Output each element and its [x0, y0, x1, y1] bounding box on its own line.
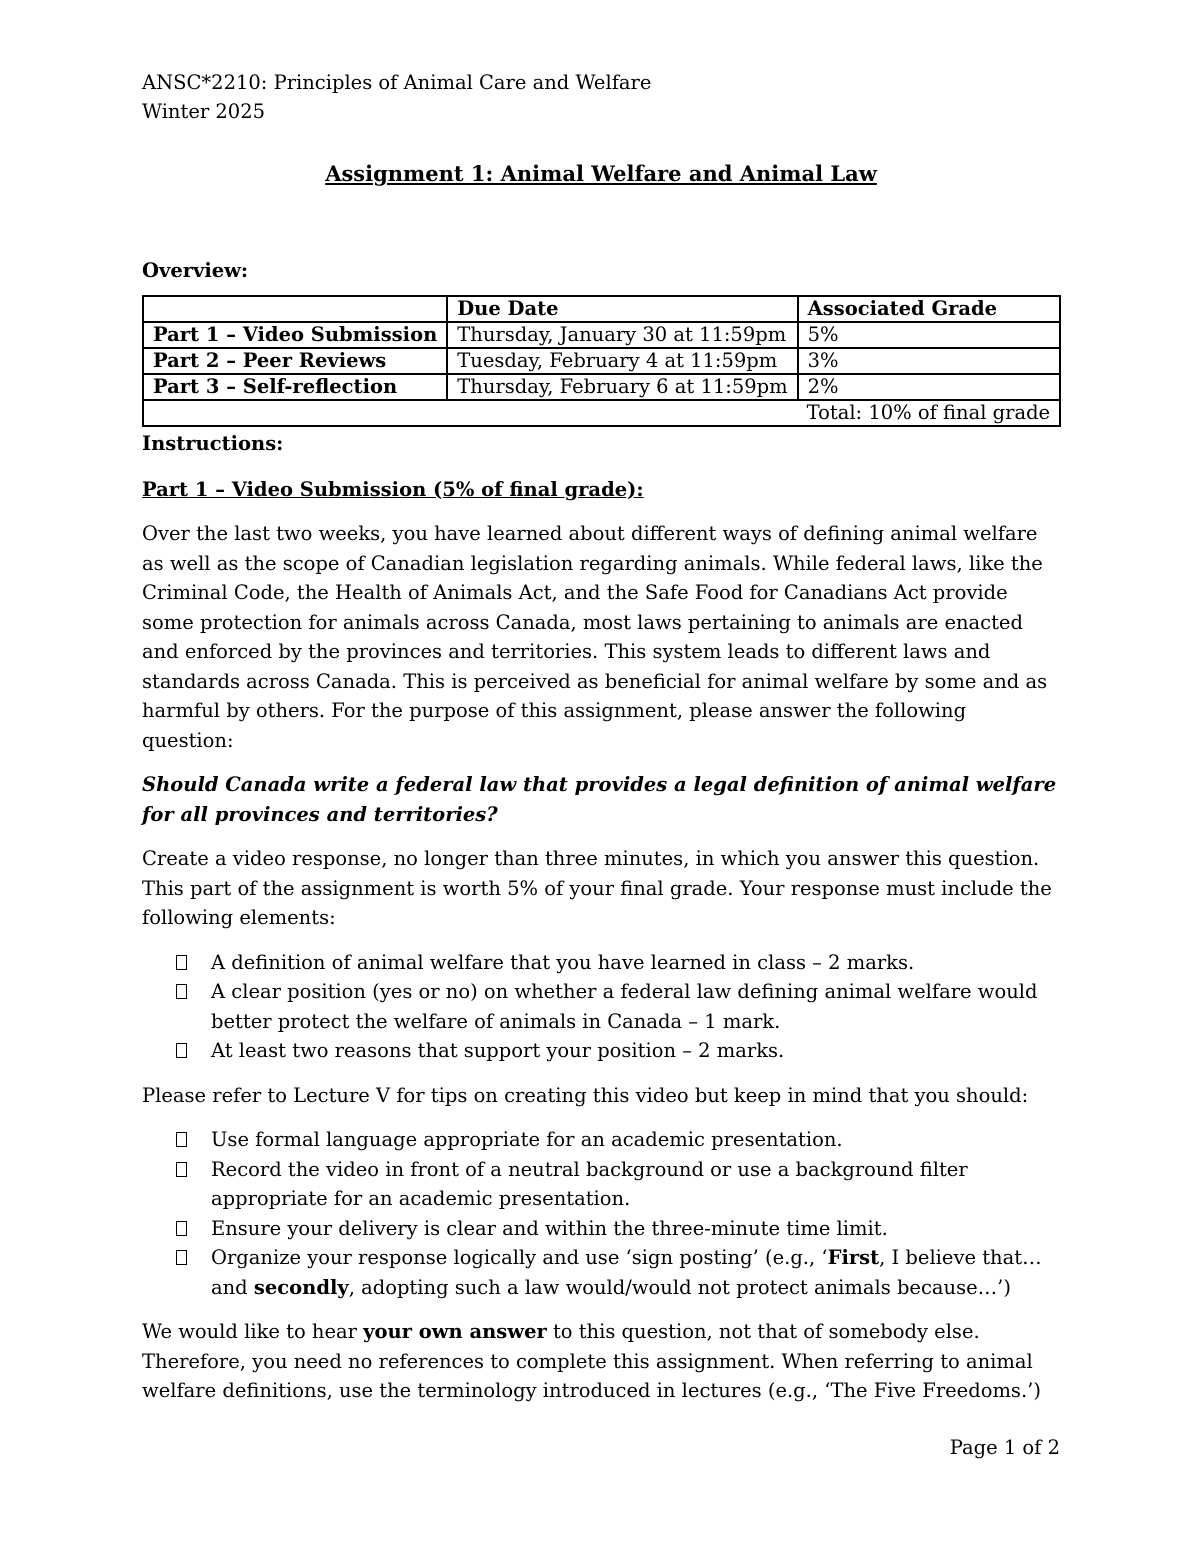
text-run: , adopting such a law would/would not protect animals because…’) — [348, 1275, 1011, 1299]
text-run: Organize your response logically and use ‘sign posting’ (e.g., ‘ — [211, 1246, 828, 1269]
list-item — [142, 1125, 1060, 1155]
table-cell-grade: 5% — [798, 322, 1060, 348]
list-item-text: A definition of animal welfare that you have learned in class – 2 marks. — [211, 950, 915, 974]
checkbox-bullet-icon — [176, 955, 187, 970]
table-cell-part: Part 3 – Self-reflection — [143, 374, 447, 400]
table-cell-due: Thursday, January 30 at 11:59pm — [447, 322, 797, 348]
required-elements-list — [142, 948, 1060, 1066]
list-item-text: Use formal language appropriate for an academic presentation. — [211, 1128, 843, 1151]
table-header-cell: Due Date — [447, 296, 797, 322]
bold-text: secondly — [253, 1275, 349, 1299]
list-item — [142, 977, 1060, 1036]
table-row — [143, 322, 1060, 348]
checkbox-bullet-icon — [176, 1221, 187, 1236]
closing-paragraph — [142, 1317, 1060, 1406]
list-item-text: Record the video in front of a neutral background or use a background filter appropriate for an academic presentation. — [211, 1157, 968, 1210]
table-cell-due: Thursday, February 6 at 11:59pm — [447, 374, 797, 400]
list-item — [142, 1243, 1060, 1302]
table-row — [143, 374, 1060, 400]
table-header-row — [143, 296, 1060, 322]
course-name: ANSC*2210: Principles of Animal Care and Welfare — [142, 71, 652, 94]
checkbox-bullet-icon — [176, 1132, 187, 1147]
intro-paragraph: Over the last two weeks, you have learned about different ways of defining animal welfare as well as the scope of Canadian legislation regarding animals. While federal laws, like the Criminal Code, the Health of Animals Act, and the Safe Food for Canadians Act provide some protection for animals across Canada, most laws pertaining to animals are enacted and enforced by the provinces and territories. This system leads to different laws and standards across Canada. This is perceived as beneficial for animal welfare by some and as harmful by others. For the purpose of this assignment, please answer the following question: — [142, 522, 1048, 752]
list-item — [142, 948, 1060, 978]
checkbox-bullet-icon — [176, 984, 187, 999]
table-row — [143, 348, 1060, 374]
instructions-label: Instructions: — [142, 432, 284, 455]
text-run: We would like to hear — [142, 1320, 364, 1343]
bold-text: First — [827, 1246, 880, 1269]
list-item — [142, 1036, 1060, 1066]
table-cell-grade: 2% — [798, 374, 1060, 400]
table-total: Total: 10% of final grade — [798, 400, 1060, 426]
list-item-text — [211, 1246, 1042, 1299]
checkbox-bullet-icon — [176, 1162, 187, 1177]
table-header-cell: Associated Grade — [798, 296, 1060, 322]
text-run: , I believe that…and — [211, 1246, 1042, 1299]
checkbox-bullet-icon — [176, 1043, 187, 1058]
table-cell-grade: 3% — [798, 348, 1060, 374]
list-item-text: A clear position (yes or no) on whether a federal law defining animal welfare would better protect the welfare of animals in Canada – 1 mark. — [211, 980, 1038, 1033]
document-page — [142, 68, 1060, 1406]
list-item — [142, 1155, 1060, 1214]
list-item-text: Ensure your delivery is clear and within the three-minute time limit. — [211, 1216, 888, 1240]
list-item — [142, 1214, 1060, 1244]
table-cell-part: Part 1 – Video Submission — [143, 322, 447, 348]
term: Winter 2025 — [142, 100, 266, 123]
table-total-spacer — [143, 400, 798, 426]
part1-heading: Part 1 – Video Submission (5% of final grade): — [142, 478, 644, 501]
page-number: Page 1 of 2 — [949, 1436, 1060, 1459]
assignment-question: Should Canada write a federal law that provides a legal definition of animal welfare for all provinces and territories? — [142, 773, 1057, 826]
overview-label: Overview: — [142, 259, 249, 282]
bold-text: your own answer — [363, 1320, 547, 1343]
list-item-text: At least two reasons that support your position – 2 marks. — [211, 1039, 785, 1062]
tips-intro-paragraph: Please refer to Lecture V for tips on creating this video but keep in mind that you should: — [142, 1083, 1029, 1107]
schedule-table — [142, 295, 1061, 427]
checkbox-bullet-icon — [176, 1250, 187, 1265]
assignment-title: Assignment 1: Animal Welfare and Animal Law — [325, 161, 877, 186]
table-cell-due: Tuesday, February 4 at 11:59pm — [447, 348, 797, 374]
text-run: to this question, not that of somebody else. Therefore, you need no references to complete this assignment. When referring to animal welfare definitions, use the terminology introduced in lectures (e.g., ‘The Five Freedoms.’) — [142, 1320, 1041, 1402]
response-paragraph: Create a video response, no longer than three minutes, in which you answer this question. This part of the assignment is worth 5% of your final grade. Your response must include the following elements: — [142, 847, 1052, 929]
table-cell-part: Part 2 – Peer Reviews — [143, 348, 447, 374]
tips-list — [142, 1125, 1060, 1302]
table-total-row — [143, 400, 1060, 426]
table-header-cell — [143, 296, 447, 322]
